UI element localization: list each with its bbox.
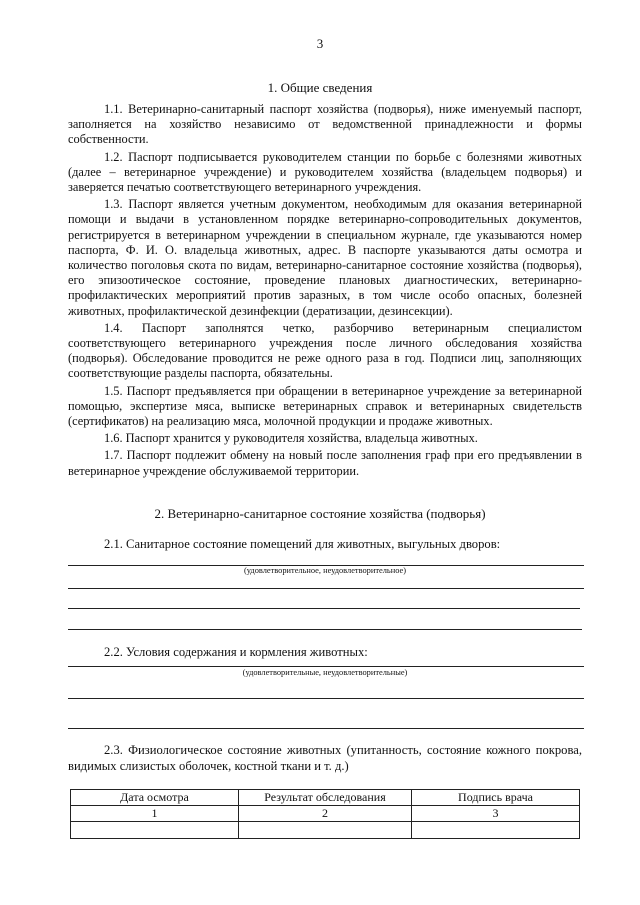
header-date: Дата осмотра [71,790,239,806]
question-2-2: 2.2. Условия содержания и кормления животных: [104,645,368,659]
caption-2-2: (удовлетворительные, неудовлетворительные) [242,668,408,677]
fill-line [68,728,584,729]
paragraph-1-2: 1.2. Паспорт подписывается руководителем станции по борьбе с болезнями животных (далее – ветеринарное учреждение) и руководителем хозяйства (владельцем подворья) и заверяется печатью соответствующего ветеринарного учреждения. [68,149,582,195]
table-row [71,822,580,839]
paragraph-1-7: 1.7. Паспорт подлежит обмену на новый после заполнения граф при его предъявлении в ветеринарное учреждение обслуживаемой территории. [68,448,582,478]
table-cell[interactable] [238,822,411,839]
fill-line [68,608,580,609]
paragraph-1-5: 1.5. Паспорт предъявляется при обращении в ветеринарное учреждение за ветеринарной помощью, экспертизе мяса, выписке ветеринарных справок и ветеринарных свидетельств (сертификатов) на реализацию мяса, молочной продукции и продаже животных. [68,383,582,429]
section-1-title: 1. Общие сведения [267,80,373,95]
paragraph-1-6: 1.6. Паспорт хранится у руководителя хозяйства, владельца животных. [104,431,478,446]
fill-line [68,629,582,630]
paragraph-1-3: 1.3. Паспорт является учетным документом, необходимым для оказания ветеринарной помощи и выдачи в установленном порядке ветеринарно-сопроводительных документов, регистрируется в ветеринарном учреждении в специальном журнале, где указываются номер паспорта, Ф. И. О. владельца животных, адрес. В паспорте указываются даты осмотра и количество поголовья скота по видам, ветеринарно-санитарное состояние хозяйства (подворья), его эпизоотическое состояние, проведение плановых диагностических, ветеринарно-профилактических мероприятий против заразных, в том числе особо опасных, болезней животных, профилактической дезинфекции (дератизации, дезинсекции). [68,197,582,318]
fill-line [68,588,584,589]
table-cell[interactable] [71,822,239,839]
caption-2-1: (удовлетворительное, неудовлетворительное) [243,566,406,575]
column-number: 1 [71,806,239,822]
fill-line [68,666,584,667]
header-signature: Подпись врача [412,790,580,806]
header-result: Результат обследования [238,790,411,806]
question-2-1: 2.1. Санитарное состояние помещений для животных, выгульных дворов: [104,537,501,551]
table-header-row [71,790,580,806]
section-2-title: 2. Ветеринарно-санитарное состояние хозяйства (подворья) [154,506,486,521]
inspection-table [70,789,580,839]
fill-line [68,698,584,699]
table-number-row [71,806,580,822]
section-1-body [68,102,582,481]
column-number: 3 [412,806,580,822]
table-cell[interactable] [412,822,580,839]
question-2-3: 2.3. Физиологическое состояние животных (упитанность, состояние кожного покрова, видимых слизистых оболочек, костной ткани и т. д.) [68,743,582,773]
page-number: 3 [316,36,324,51]
column-number: 2 [238,806,411,822]
paragraph-1-1: 1.1. Ветеринарно-санитарный паспорт хозяйства (подворья), ниже именуемый паспорт, заполняется на хозяйство независимо от ведомственной принадлежности и формы собственности. [68,102,582,147]
paragraph-1-4: 1.4. Паспорт заполнятся четко, разборчиво ветеринарным специалистом соответствующего ветеринарного учреждения после личного обследования хозяйства (подворья). Обследование проводится не реже одного раза в год. Подписи лиц, заполняющих соответствующие разделы паспорта, обязательны. [68,320,582,381]
